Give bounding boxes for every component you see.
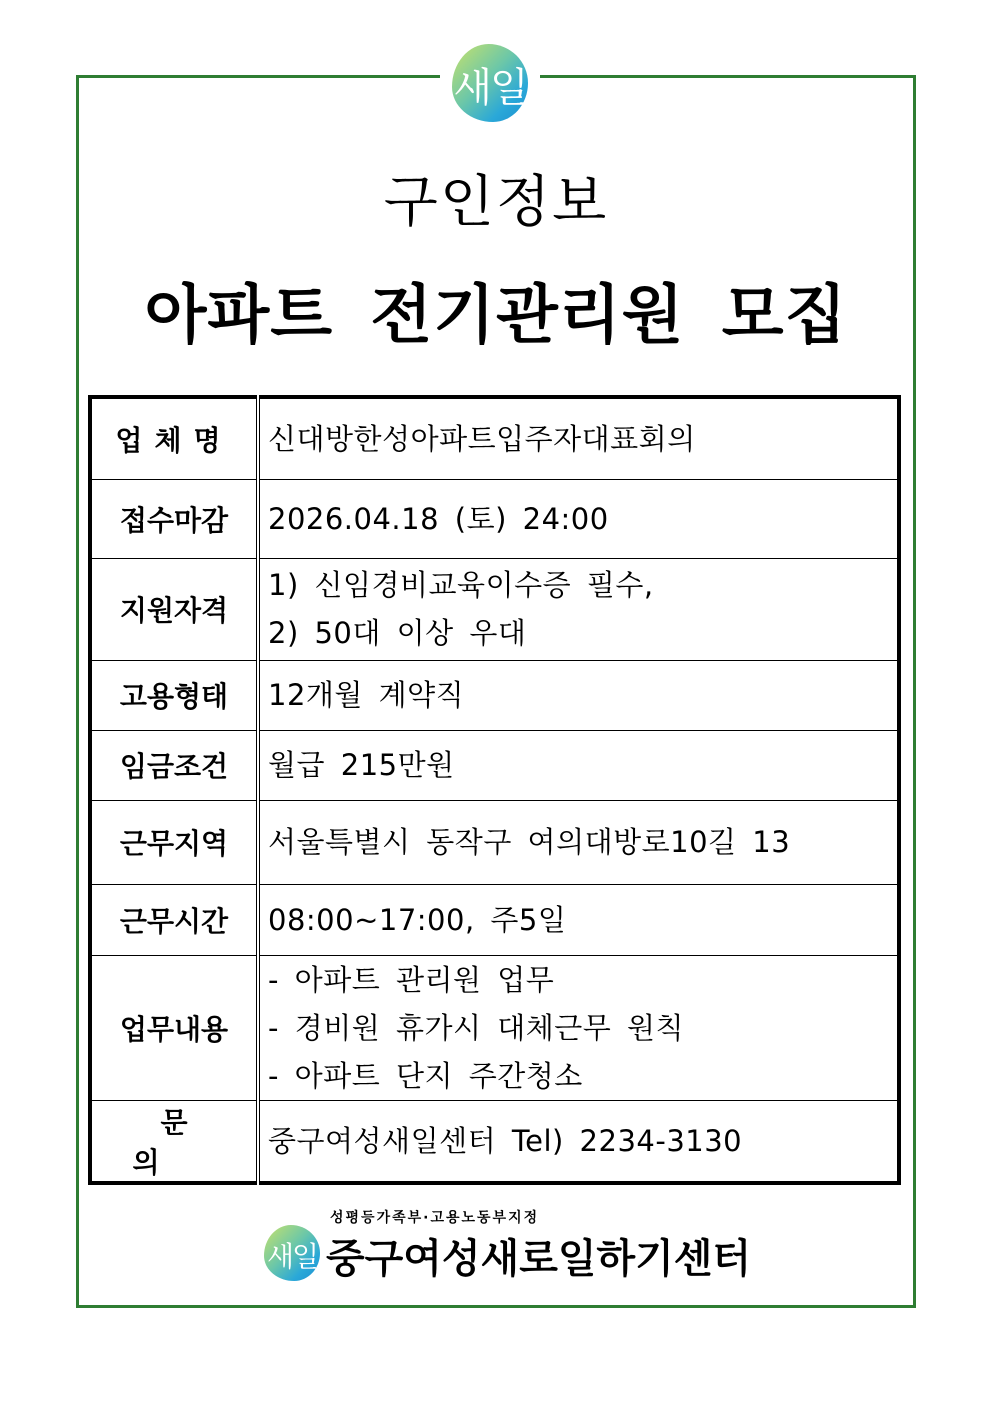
footer-logo-text: 새일 [266,1240,318,1273]
row-label: 업체명 [90,397,258,479]
table-row [90,730,899,800]
row-label: 근무시간 [90,884,258,955]
footer-designation: 성평등가족부·고용노동부지정 [330,1210,540,1226]
row-value: 08:00~17:00, 주5일 [258,884,899,955]
row-label: 지원자격 [90,558,258,660]
row-label: 임금조건 [90,730,258,800]
page-title: 아파트 전기관리원 모집 [144,279,848,353]
row-value: 서울특별시 동작구 여의대방로10길 13 [258,800,899,884]
table-row [90,558,899,660]
row-value: 2026.04.18 (토) 24:00 [258,479,899,558]
table-row [90,660,899,730]
row-value: 월급 215만원 [258,730,899,800]
job-info-table [88,395,901,1185]
table-row [90,955,899,1100]
row-label: 접수마감 [90,479,258,558]
row-value: 12개월 계약직 [258,660,899,730]
logo-text: 새일 [453,65,527,111]
table-row [90,800,899,884]
page-subtitle: 구인정보 [383,170,609,235]
footer-logo [262,1225,322,1281]
row-value: - 아파트 관리원 업무 - 경비원 휴가시 대체근무 원칙 - 아파트 단지 주간청소 [258,955,899,1100]
footer [0,1205,992,1295]
row-label: 문의 [90,1100,258,1183]
row-value: 중구여성새일센터 Tel) 2234-3130 [258,1100,899,1183]
table-row [90,1100,899,1183]
table-row [90,479,899,558]
row-value: 1) 신임경비교육이수증 필수, 2) 50대 이상 우대 [258,558,899,660]
row-label: 근무지역 [90,800,258,884]
table-row [90,884,899,955]
row-label: 업무내용 [90,955,258,1100]
footer-org-name: 중구여성새로일하기센터 [326,1236,752,1282]
top-logo [440,42,540,126]
row-value: 신대방한성아파트입주자대표회의 [258,397,899,479]
table-row [90,397,899,479]
row-label: 고용형태 [90,660,258,730]
